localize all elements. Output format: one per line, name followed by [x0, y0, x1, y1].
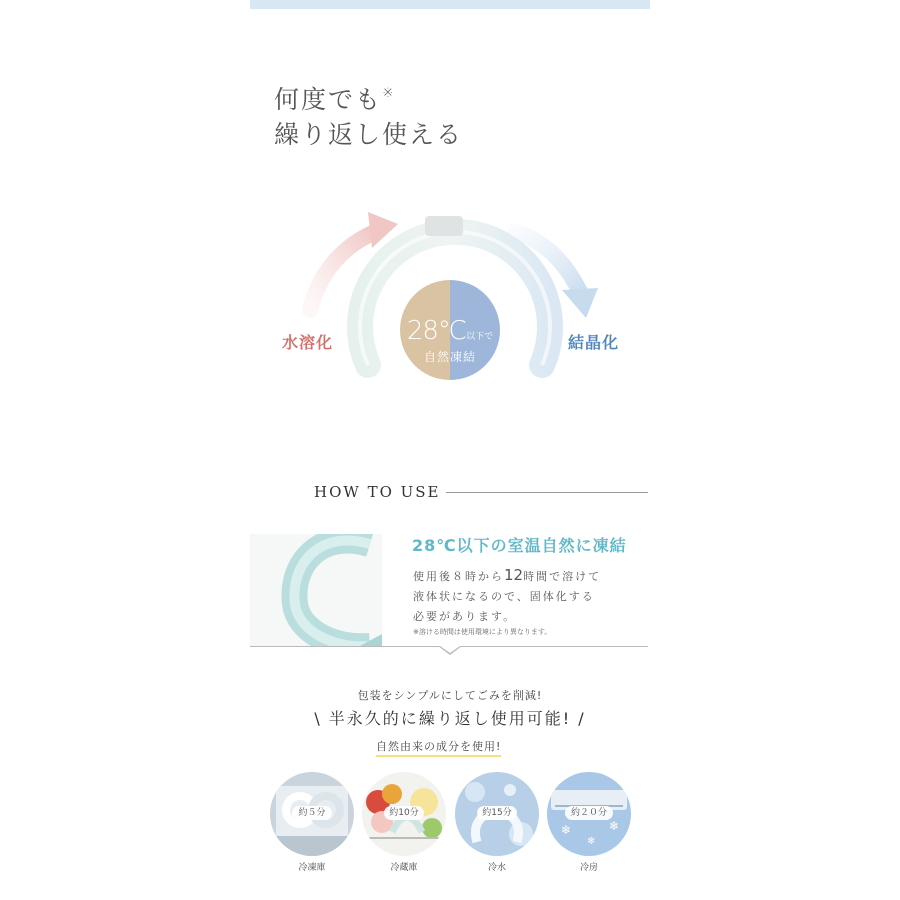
svg-text:❄: ❄ [561, 823, 572, 837]
promo-subtext-bottom: 自然由来の成分を使用! [376, 738, 501, 757]
svg-text:❄: ❄ [587, 836, 596, 847]
air-conditioner-time-badge: 約２０分 [565, 806, 613, 820]
freezer-label: 冷凍庫 [298, 863, 326, 873]
air-conditioner-label: 冷房 [579, 863, 598, 873]
svg-text:❄: ❄ [609, 819, 620, 833]
center-temperature: 28℃以下で [406, 316, 494, 346]
headline-line2: 繰り返し使える [274, 120, 464, 149]
cold-water-time-badge: 約15分 [477, 806, 517, 820]
headline-line1: 何度でも [274, 85, 383, 114]
cold-water-label: 冷水 [487, 863, 506, 873]
promo-main-text: \ 半永久的に繰り返し使用可能! / [314, 709, 586, 728]
feature-note: ※溶ける時間は使用環境により異なります。 [413, 628, 552, 636]
refrigerator-label: 冷蔵庫 [390, 863, 418, 873]
heading-rule [446, 492, 648, 493]
ring-clasp [425, 216, 463, 236]
feature-title: 28℃以下の室温自然に凍結 [412, 536, 627, 555]
how-to-use-heading: HOW TO USE [314, 483, 441, 501]
crystallize-label: 結晶化 [568, 333, 620, 352]
refrigerator-time-badge: 約10分 [384, 806, 424, 820]
cool-arrowhead [562, 288, 598, 318]
melt-label: 水溶化 [282, 333, 334, 352]
center-freeze-text: 自然凍結 [423, 350, 476, 364]
feature-description: 使用後８時から12時間で溶けて 液体状になるので、固体化する 必要があります。 [413, 566, 602, 623]
promo-subtext-top: 包装をシンプルにしてごみを削減! [357, 689, 543, 702]
headline-note-mark: ※ [382, 85, 396, 101]
top-banner-strip [250, 0, 650, 9]
product-thumbnail [250, 534, 382, 646]
headline [274, 82, 463, 152]
freezer-time-badge: 約５分 [292, 806, 332, 820]
